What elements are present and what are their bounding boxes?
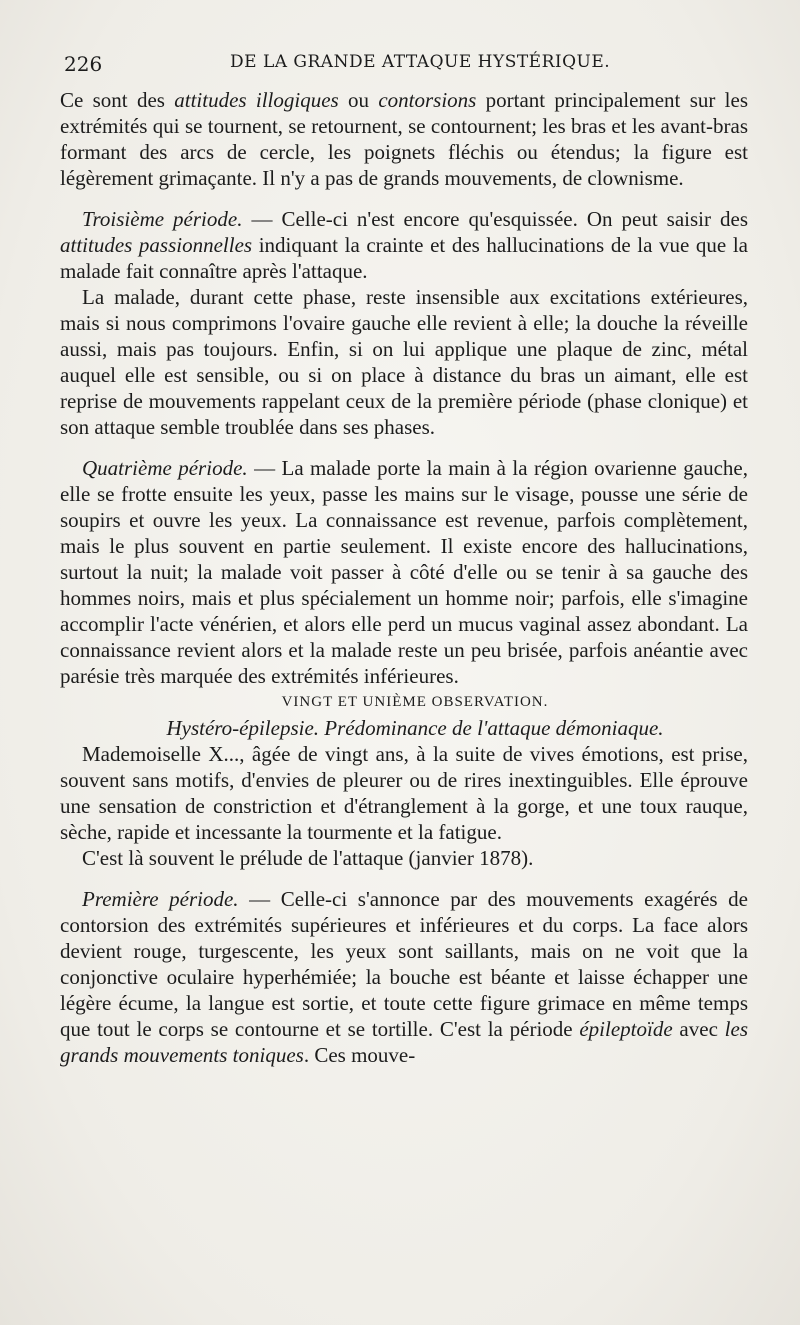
text-run: — La malade porte la main à la région ovarienne gauche, elle se frotte ensuite les yeux, passe les mains sur le visage, pousse une série de soupirs et ouvre les yeux. La connaissance est revenue, parfois complètement, mais le plus souvent en partie seulement. Il existe encore des hallucinations, surtout la nuit; la malade voit passer à côté d'elle ou se tenir à sa gauche des hommes noirs, mais et plus spécialement un homme noir; parfois, elle s'imagine accomplir l'acte vénérien, et alors elle perd un mucus vaginal assez abondant. La connaissance revient alors et la malade reste un peu brisée, parfois anéantie avec parésie très marquée des extrémités inférieures. (60, 456, 748, 688)
section-lead: Première période. (82, 887, 239, 911)
text-run: . Ces mouve- (303, 1043, 416, 1067)
text-run: portant principalement sur les extrémités qui se tournent, se retournent, se contournent; les bras et les avant-bras formant des arcs de cercle, les poignets fléchis ou étendus; la figure est légèrement grimaçante. Il n'y a pas de grands mouvements, de clownisme. (60, 88, 748, 190)
paragraph-3: La malade, durant cette phase, reste insensible aux excitations extérieures, mais si nous comprimons l'ovaire gauche elle revient à elle; la douche la réveille aussi, mais pas toujours. Enfin, si on lui applique une plaque de zinc, métal auquel elle est sensible, ou si on place à distance du bras un aimant, elle est reprise de mouvements rappelant ceux de la première période (phase clonique) et son attaque semble troublée dans ses phases. (60, 285, 748, 439)
paragraph-2 (60, 206, 748, 284)
observation-subheading: Hystéro-épilepsie. Prédominance de l'attaque démoniaque. (166, 716, 664, 740)
text-run: — Celle-ci s'annonce par des mouvements exagérés de contorsion des extrémités supérieures et inférieures et du corps. La face alors devient rouge, turgescente, les yeux sont saillants, mais on ne voit que la conjonctive oculaire hyperhémiée; la bouche est béante et laisse échapper une légère écume, la langue est sortie, et toute cette figure grimace en même temps que tout le corps se contourne et se tortille. C'est la période (60, 887, 748, 1041)
text-run: — Celle-ci n'est encore qu'esquissée. On peut saisir des (242, 207, 748, 231)
text-run: indiquant la crainte et des hallucinations de la vue que la malade fait connaître après l'attaque. (60, 233, 748, 283)
body-text (60, 87, 748, 1068)
text-run: Ce sont des (60, 88, 175, 112)
italic-run: attitudes illogiques (174, 88, 339, 112)
italic-run: épileptoïde (579, 1017, 673, 1041)
text-run: ou (338, 88, 379, 112)
paragraph-6: C'est là souvent le prélude de l'attaque (janvier 1878). (82, 846, 534, 870)
paragraph-1 (60, 87, 748, 191)
paragraph-4 (60, 455, 748, 689)
paragraph-7 (60, 886, 748, 1068)
italic-run: attitudes passionnelles (60, 233, 253, 257)
italic-run: les grands mouvements toniques (60, 1017, 748, 1067)
page-number: 226 (64, 52, 103, 76)
text-run: avec (672, 1017, 725, 1041)
italic-run: contorsions (378, 88, 477, 112)
section-lead: Quatrième période. (82, 456, 248, 480)
section-lead: Troisième période. (82, 207, 243, 231)
observation-heading: VINGT ET UNIÈME OBSERVATION. (281, 694, 549, 710)
paragraph-5: Mademoiselle X..., âgée de vingt ans, à la suite de vives émotions, est prise, souvent sans motifs, d'envies de pleurer ou de rires inextinguibles. Elle éprouve une sensation de constriction et d'étranglement à la gorge, et une toux rauque, sèche, rapide et incessante la tourmente et la fatigue. (60, 742, 748, 844)
running-head: DE LA GRANDE ATTAQUE HYSTÉRIQUE. (230, 52, 611, 72)
page-header (64, 52, 734, 78)
